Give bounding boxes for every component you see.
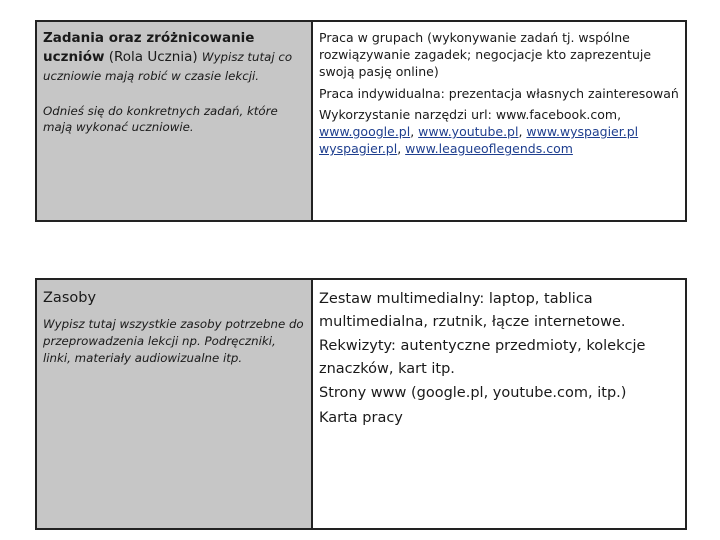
resources-instruction: Wypisz tutaj wszystkie zasoby potrzebne do przeprowadzenia lekcji np. Podręczniki, linki, materiały audiowizualne itp. — [43, 317, 304, 365]
tools-text: Wykorzystanie narzędzi url: www.facebook.com, www.google.pl, www.youtube.pl, www.wyspagier.pl wyspagier.pl, www.leagueoflegends.com — [319, 106, 639, 157]
link-google[interactable]: www.google.pl — [319, 124, 411, 140]
tasks-heading-hint: Wypisz tutaj co uczniowie mają robić w czasie lekcji. — [43, 50, 293, 83]
resource-item: Zestaw multimedialny: laptop, tablica multimedialna, rzutnik, łącze internetowe. — [319, 291, 626, 330]
tasks-content-cell — [311, 20, 687, 222]
resource-item: Rekwizyty: autentyczne przedmioty, kolekcje znaczków, kart itp. — [319, 338, 646, 377]
tasks-heading-bold: Zadania oraz zróżnicowanie uczniów — [43, 30, 255, 65]
tasks-heading-role: (Rola Ucznia) — [104, 49, 202, 65]
resource-item: Karta pracy — [319, 409, 403, 426]
resources-heading: Zasoby — [43, 290, 97, 306]
tasks-heading — [37, 22, 311, 86]
tasks-label-cell — [35, 20, 313, 222]
resource-item: Strony www (google.pl, youtube.com, itp.) — [319, 385, 627, 401]
individual-work-text: Praca indywidualna: prezentacja własnych zainteresowań — [319, 85, 679, 101]
link-wyspagier[interactable]: www.wyspagier.pl wyspagier.pl — [319, 124, 639, 157]
resources-label-cell — [35, 278, 313, 530]
link-youtube[interactable]: www.youtube.pl — [418, 124, 519, 140]
link-leagueoflegends[interactable]: www.leagueoflegends.com — [405, 141, 573, 157]
resources-content-cell — [311, 278, 687, 530]
tools-prefix: Wykorzystanie narzędzi url: www.facebook.com, — [319, 106, 622, 122]
tasks-instruction: Odnieś się do konkretnych zadań, które mają wykonać uczniowie. — [43, 104, 278, 134]
group-work-text: Praca w grupach (wykonywanie zadań tj. wspólne rozwiązywanie zagadek; negocjacje kto zaprezentuje swoją pasję online) — [319, 30, 652, 80]
